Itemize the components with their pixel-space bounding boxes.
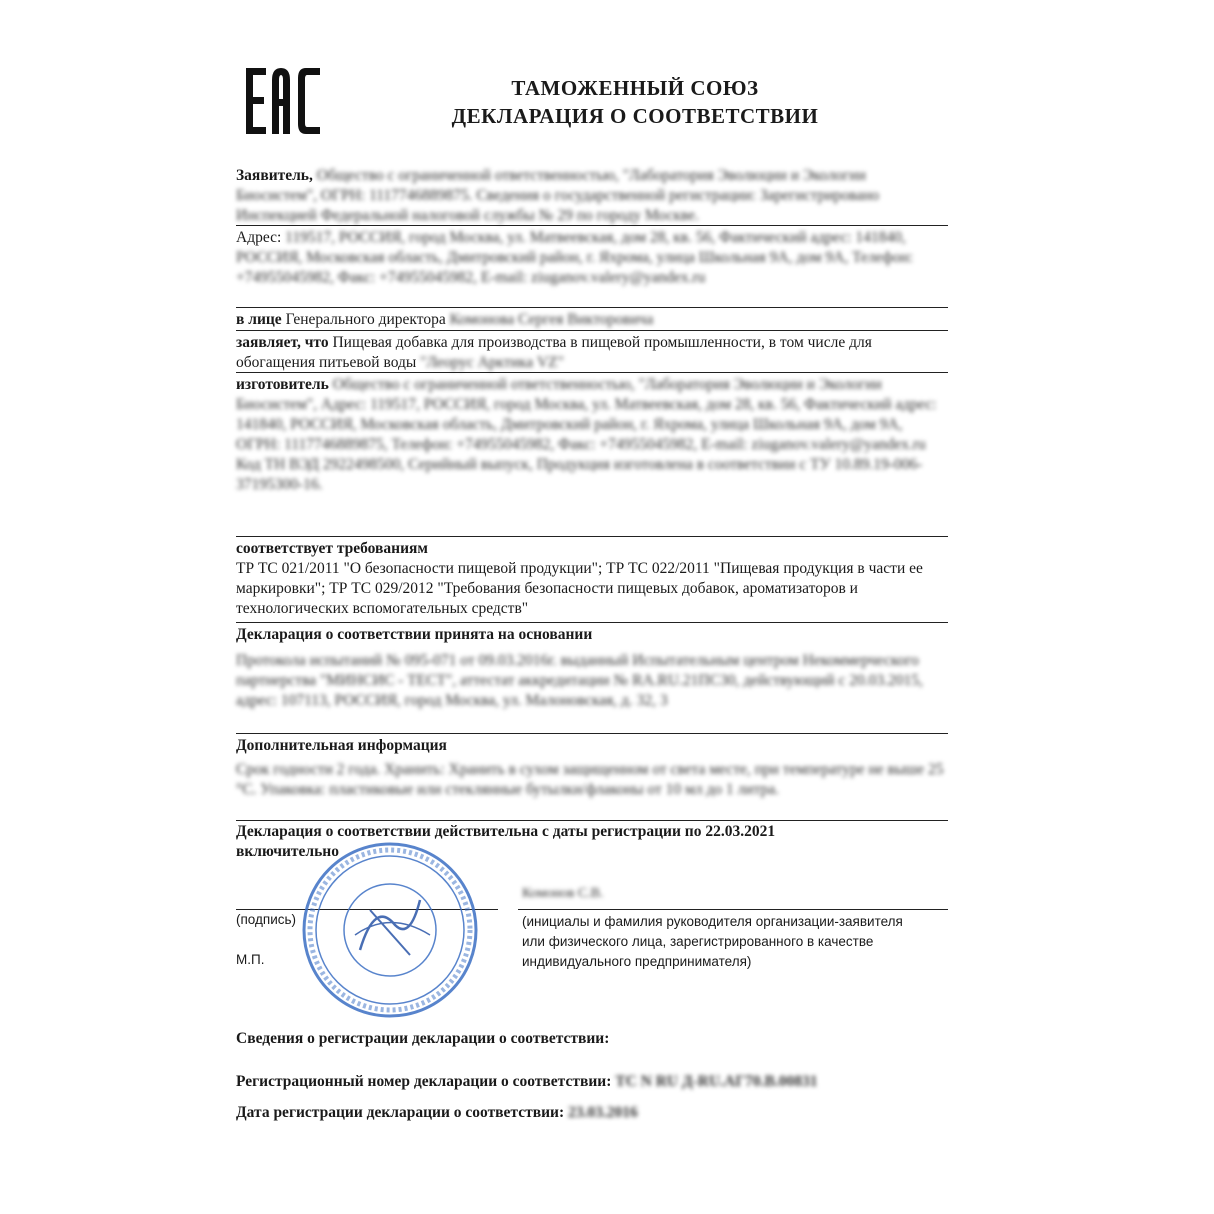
manufacturer-code: Код ТН ВЭД 2922498500, Серийный выпуск, Продукция изготовлена в соответствии с ТУ 10.89.19-006-37195300-16.	[236, 456, 923, 493]
basis-text: Протокола испытаний № 095-071 от 09.03.2016г. выданный Испытательным центром Некоммерческого партнерства "МИНСИС - ТЕСТ", аттестат аккредитации № RA.RU.21ПС30, действующий с 20.03.2015, адрес: 107113, РОССИЯ, город Москва, ул. Малоновская, д. 32, 3	[236, 652, 923, 709]
name-line	[518, 909, 948, 910]
company-stamp	[300, 840, 480, 1020]
registration-date-label: Дата регистрации декларации о соответствии:	[236, 1104, 565, 1121]
person-label: в лице	[236, 311, 282, 328]
conforms-label: соответствует требованиям	[236, 540, 428, 557]
registration-date: 23.03.2016	[568, 1104, 638, 1121]
divider	[236, 536, 948, 537]
declares-label: заявляет, что	[236, 334, 329, 351]
divider	[236, 307, 948, 308]
signature-label: (подпись)	[236, 912, 297, 927]
applicant-block	[236, 166, 948, 226]
address-block	[236, 228, 948, 288]
document-header	[420, 74, 850, 130]
divider	[236, 330, 948, 331]
divider	[236, 622, 948, 623]
header-title: ДЕКЛАРАЦИЯ О СООТВЕТСТВИИ	[451, 104, 819, 128]
divider	[236, 225, 948, 226]
declares-text: Пищевая добавка для производства в пищевой промышленности, в том числе для обогащения питьевой воды	[236, 334, 872, 371]
address-text: 119517, РОССИЯ, город Москва, ул. Матвеевская, дом 28, кв. 56, Фактический адрес: 141840, РОССИЯ, Московская область, Дмитровский район, г. Яхрома, улица Школьная 9А, дом 9А, Телефон: +74955045982, Факс: +74955045982, E-mail: ziuganov.valery@yandex.ru	[236, 229, 914, 286]
applicant-text: Общество с ограниченной ответственностью, "Лаборатория Эволюции и Экологии Биосистем", ОГРН: 1117746889875. Сведения о государственной регистрации: Зарегистрировано Инспекцией Федеральной налоговой службы № 29 по городу Москве.	[236, 167, 880, 224]
basis-block	[236, 625, 948, 711]
applicant-label: Заявитель,	[236, 167, 313, 184]
divider	[236, 820, 948, 821]
basis-label: Декларация о соответствии принята на основании	[236, 626, 593, 643]
manufacturer-label: изготовитель	[236, 376, 329, 393]
manufacturer-block	[236, 375, 948, 495]
registration-title: Сведения о регистрации декларации о соответствии:	[236, 1030, 610, 1047]
name-note: (инициалы и фамилия руководителя организации-заявителя или физического лица, зарегистрированного в качестве индивидуального предпринимателя)	[522, 914, 903, 969]
person-name: Комонова Сергея Викторовича	[449, 311, 654, 328]
conforms-text: ТР ТС 021/2011 "О безопасности пищевой продукции"; ТР ТС 022/2011 "Пищевая продукция в части ее маркировки"; ТР ТС 029/2012 "Требования безопасности пищевых добавок, ароматизаторов и технологических вспомогательных средств"	[236, 560, 923, 617]
declares-block	[236, 333, 948, 373]
eac-logo	[244, 66, 324, 136]
divider	[236, 372, 948, 373]
registration-date-row	[236, 1104, 638, 1122]
registration-number: ТС N RU Д-RU.АГ70.В.00831	[615, 1073, 818, 1090]
divider	[236, 733, 948, 734]
conforms-block	[236, 539, 948, 619]
validity-text: Декларация о соответствии действительна с даты регистрации по 22.03.2021 включительно	[236, 823, 776, 860]
additional-label: Дополнительная информация	[236, 737, 447, 754]
signer-name: Комонов С.В.	[522, 886, 604, 901]
person-role: Генерального директора	[285, 311, 446, 328]
person-block	[236, 310, 948, 330]
product-name: "Леорус Арктика VZ"	[420, 354, 564, 371]
address-label: Адрес:	[236, 229, 282, 246]
additional-text: Срок годности 2 года. Хранить: Хранить в сухом защищенном от света месте, при температуре не выше 25 °С. Упаковка: пластиковые или стеклянные бутылки/флаконы от 10 мл до 1 литра.	[236, 761, 944, 798]
registration-number-row	[236, 1073, 817, 1091]
header-union: ТАМОЖЕННЫЙ СОЮЗ	[511, 76, 759, 100]
manufacturer-text: Общество с ограниченной ответственностью, "Лаборатория Эволюции и Экологии Биосистем", Адрес: 119517, РОССИЯ, город Москва, ул. Матвеевская, дом 28, кв. 56, Фактический адрес: 141840, РОССИЯ, Московская область, Дмитровский район, г. Яхрома, улица Школьная 9А, дом 9А, ОГРН: 1117746889875, Телефон: +74955045982, Факс: +74955045982, E-mail: ziuganov.valery@yandex.ru	[236, 376, 937, 453]
additional-block	[236, 736, 948, 800]
registration-number-label: Регистрационный номер декларации о соответствии:	[236, 1073, 612, 1090]
seal-label: М.П.	[236, 952, 265, 967]
